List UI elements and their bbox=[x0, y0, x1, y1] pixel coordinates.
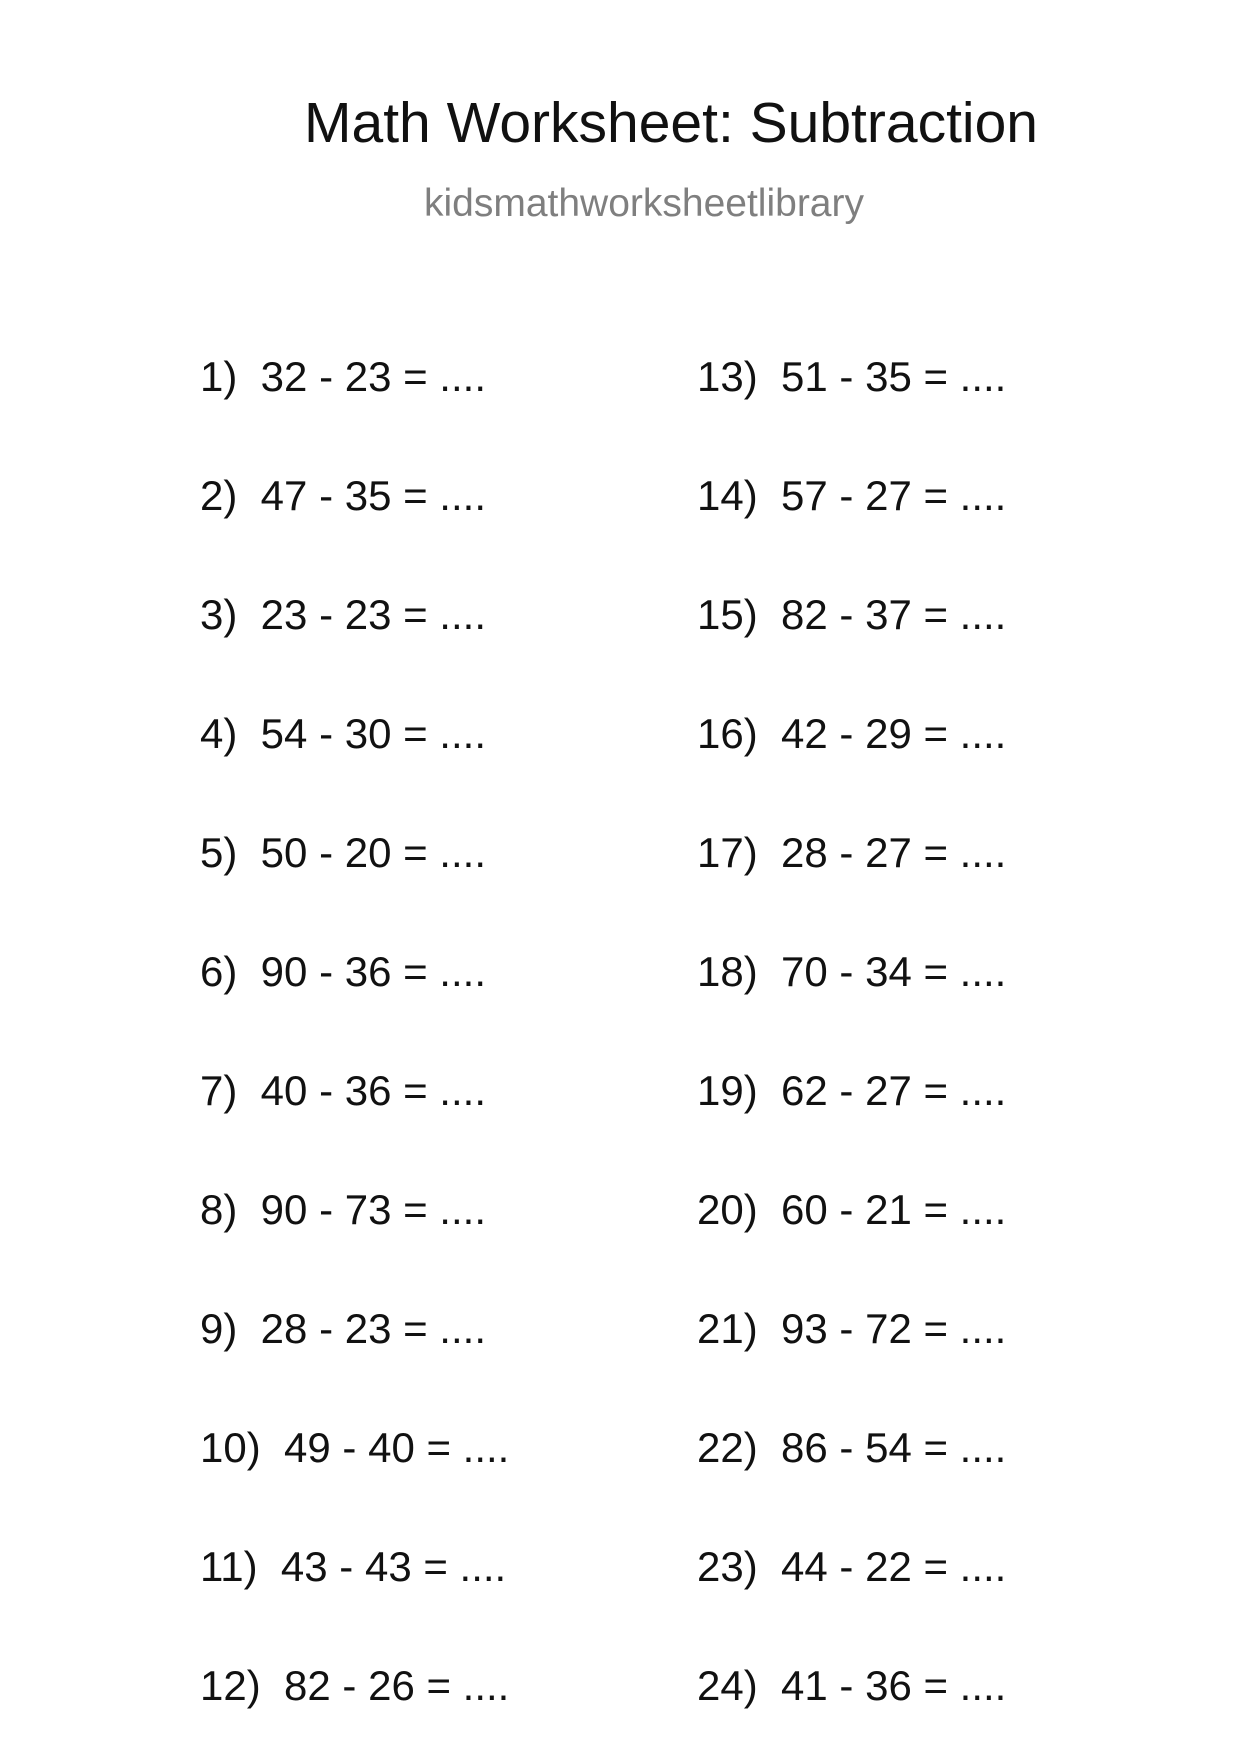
problem-21: 21) 93 - 72 = .... bbox=[697, 1305, 1007, 1352]
problem-8: 8) 90 - 73 = .... bbox=[200, 1186, 486, 1233]
problem-11: 11) 43 - 43 = .... bbox=[200, 1543, 507, 1590]
problem-13: 13) 51 - 35 = .... bbox=[697, 353, 1007, 400]
problem-3: 3) 23 - 23 = .... bbox=[200, 591, 486, 638]
problem-4: 4) 54 - 30 = .... bbox=[200, 710, 486, 757]
problem-20: 20) 60 - 21 = .... bbox=[697, 1186, 1007, 1233]
worksheet-subtitle: kidsmathworksheetlibrary bbox=[424, 182, 864, 225]
problem-23: 23) 44 - 22 = .... bbox=[697, 1543, 1007, 1590]
problem-15: 15) 82 - 37 = .... bbox=[697, 591, 1007, 638]
problem-2: 2) 47 - 35 = .... bbox=[200, 472, 486, 519]
problem-16: 16) 42 - 29 = .... bbox=[697, 710, 1007, 757]
problem-19: 19) 62 - 27 = .... bbox=[697, 1067, 1007, 1114]
problem-17: 17) 28 - 27 = .... bbox=[697, 829, 1007, 876]
problem-1: 1) 32 - 23 = .... bbox=[200, 353, 486, 400]
problem-22: 22) 86 - 54 = .... bbox=[697, 1424, 1007, 1471]
problem-18: 18) 70 - 34 = .... bbox=[697, 948, 1007, 995]
problem-14: 14) 57 - 27 = .... bbox=[697, 472, 1007, 519]
problem-6: 6) 90 - 36 = .... bbox=[200, 948, 486, 995]
problem-12: 12) 82 - 26 = .... bbox=[200, 1662, 510, 1709]
problem-5: 5) 50 - 20 = .... bbox=[200, 829, 486, 876]
problem-10: 10) 49 - 40 = .... bbox=[200, 1424, 510, 1471]
worksheet-title: Math Worksheet: Subtraction bbox=[304, 91, 1038, 155]
problem-9: 9) 28 - 23 = .... bbox=[200, 1305, 486, 1352]
problem-7: 7) 40 - 36 = .... bbox=[200, 1067, 486, 1114]
problem-24: 24) 41 - 36 = .... bbox=[697, 1662, 1007, 1709]
